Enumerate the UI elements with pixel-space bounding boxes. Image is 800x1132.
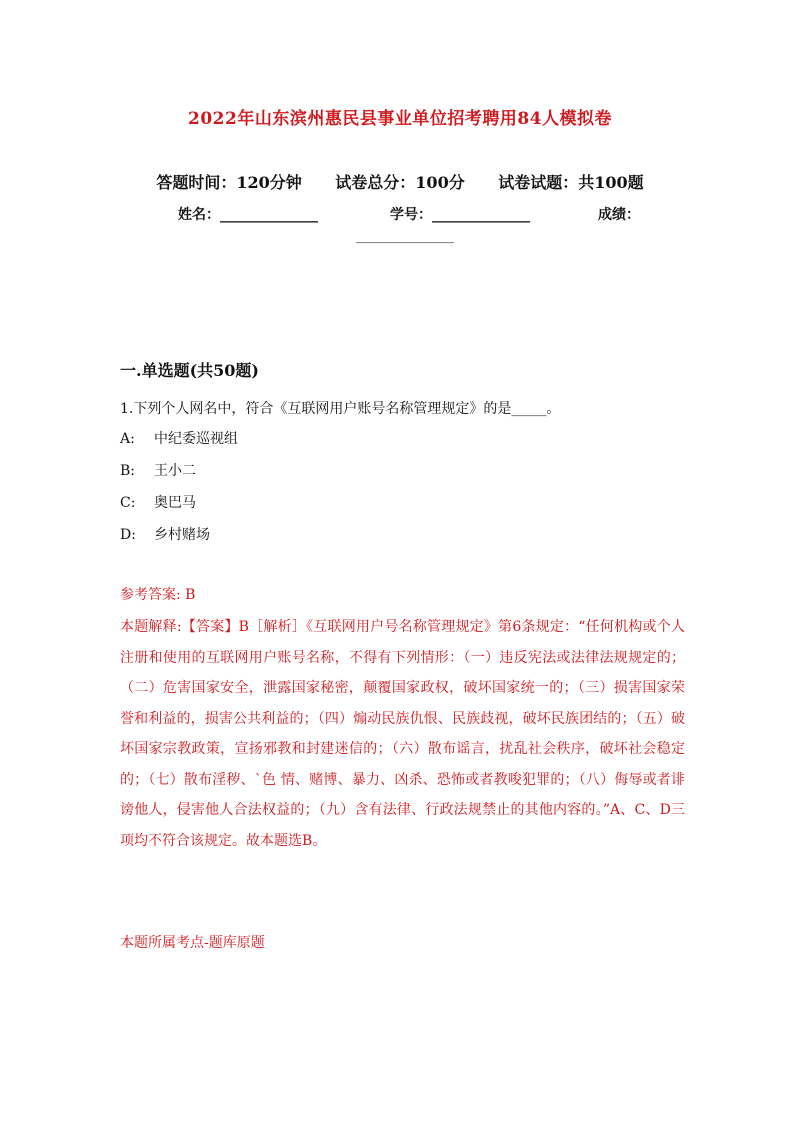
exam-total-score: 试卷总分：100分 xyxy=(335,173,465,192)
option-d xyxy=(120,524,210,544)
answer-explanation: 本题解释:【答案】B［解析］《互联网用户号名称管理规定》第6条规定：“任何机构或个人注册和使用的互联网用户账号名称，不得有下列情形：（一）违反宪法或法律法规规定的；（二）危害国家安全，泄露国家秘密，颠覆国家政权，破坏国家统一的；（三）损害国家荣誉和利益的，损害公共利益的；（四）煽动民族仇恨、民族歧视，破坏民族团结的；（五）破坏国家宗教政策，宣扬邪教和封建迷信的；（六）散布谣言，扰乱社会秩序，破坏社会稳定的；（七）散布淫秽、`色 情、赌博、暴力、凶杀、恐怖或者教唆犯罪的；（八）侮辱或者诽谤他人，侵害他人合法权益的；（九）含有法律、行政法规禁止的其他内容的。”A、C、D三项均不符合该规定。故本题选B。 xyxy=(120,619,685,849)
option-text: 奥巴马 xyxy=(154,495,196,511)
student-grade-label: 成绩： xyxy=(598,207,640,223)
reference-answer: 参考答案: B xyxy=(120,587,196,603)
option-key: C: xyxy=(120,495,136,511)
exam-title: 2022年山东滨州惠民县事业单位招考聘用84人模拟卷 xyxy=(188,109,612,129)
option-text: 乡村赌场 xyxy=(154,527,210,543)
option-c xyxy=(120,492,196,512)
student-id-field: 学号：______________ xyxy=(390,207,530,223)
option-text: 中纪委巡视组 xyxy=(154,431,238,447)
section-title: 一.单选题(共50题) xyxy=(120,361,259,380)
exam-time: 答题时间：120分钟 xyxy=(156,173,302,192)
option-a xyxy=(120,428,238,448)
student-name-field: 姓名：______________ xyxy=(178,207,318,223)
option-key: B: xyxy=(120,463,136,479)
option-b xyxy=(120,460,196,480)
option-key: A: xyxy=(120,431,135,447)
student-grade-line: ______________ xyxy=(356,228,454,244)
question-source: 本题所属考点-题库原题 xyxy=(120,935,265,951)
option-key: D: xyxy=(120,527,136,543)
exam-question-count: 试卷试题：共100题 xyxy=(498,173,644,192)
option-text: 王小二 xyxy=(154,463,196,479)
exam-meta xyxy=(0,170,800,193)
question-text: 1.下列个人网名中，符合《互联网用户账号名称管理规定》的是_____。 xyxy=(120,401,561,417)
